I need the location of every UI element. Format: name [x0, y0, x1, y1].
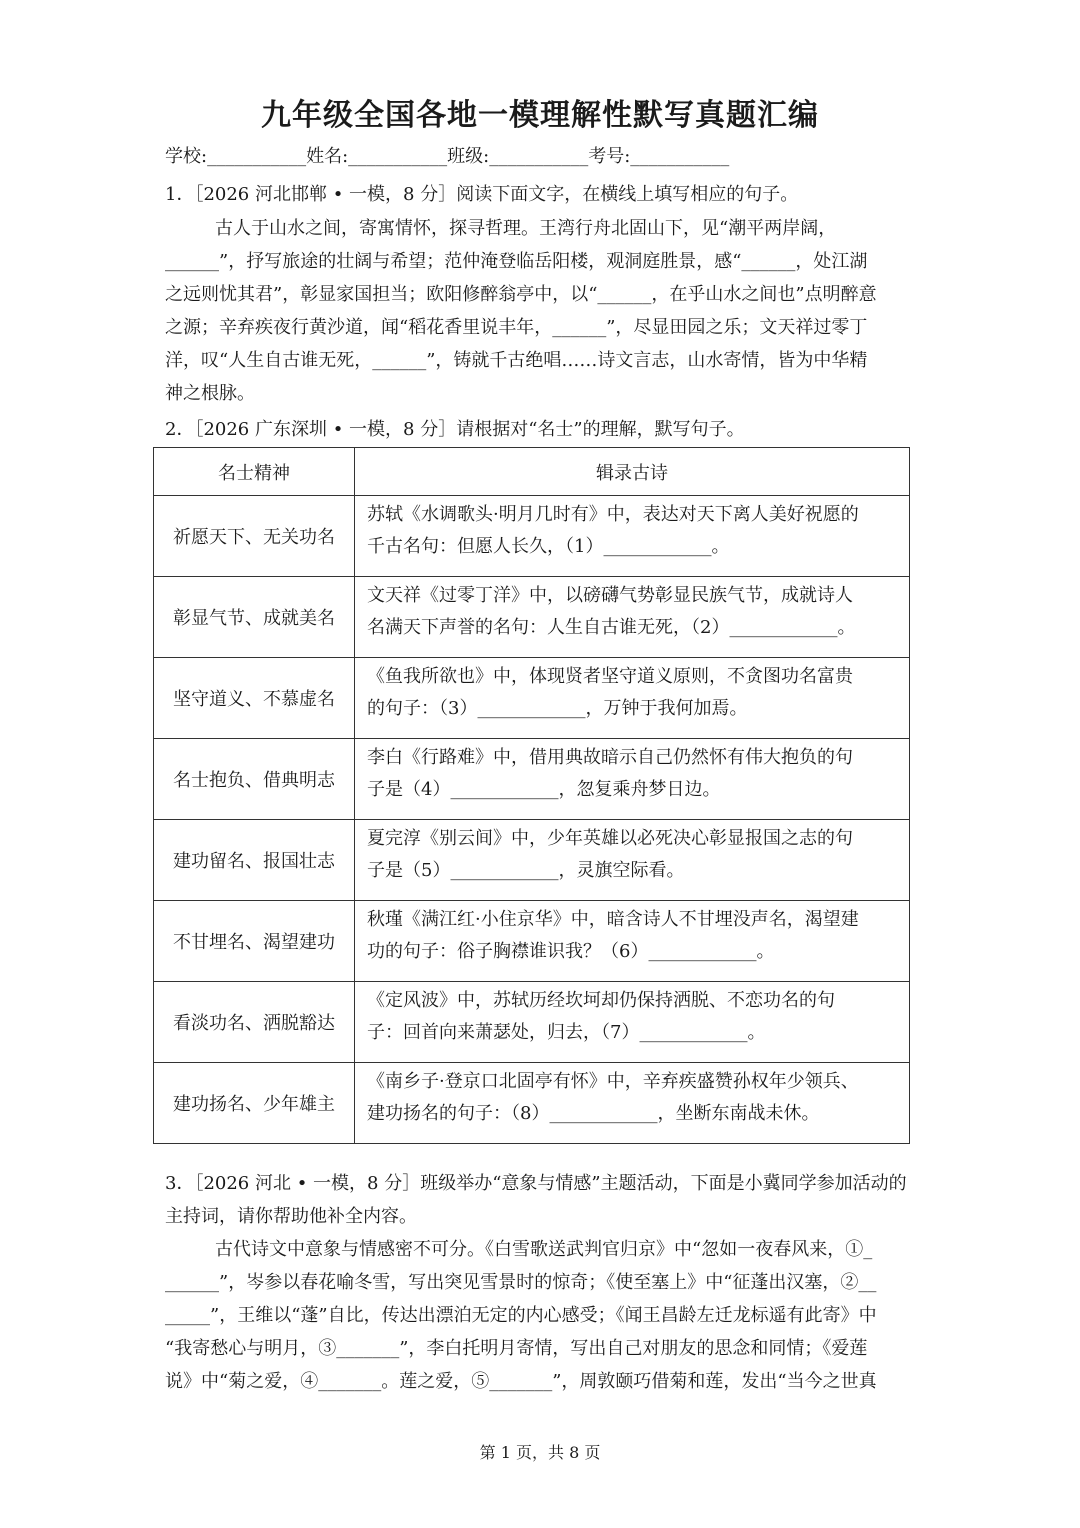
table-row — [154, 982, 910, 1063]
passage-line: “我寄愁心与明月，③_______”，李白托明月寄情，写出自己对朋友的思念和同情；《爱莲 — [165, 1338, 868, 1359]
passage-line: 洋，叹“人生自古谁无死，______”，铸就千古绝唱……诗文言志，山水寄情，皆为中华精 — [165, 350, 868, 371]
passage-line: 神之根脉。 — [165, 383, 255, 404]
table-row — [154, 739, 910, 820]
question-1-header: 1．［2026 河北邯郸 • 一模，8 分］阅读下面文字，在横线上填写相应的句子。 — [165, 184, 799, 205]
column-header-spirit: 名士精神 — [154, 448, 355, 496]
question-3-header — [165, 1167, 915, 1233]
spirit-cell: 看淡功名、洒脱豁达 — [154, 982, 355, 1063]
page-footer: 第 1 页，共 8 页 — [479, 1443, 601, 1462]
table-row — [154, 577, 910, 658]
column-header-poems: 辑录古诗 — [355, 448, 910, 496]
table-header-row — [154, 448, 910, 496]
table-row — [154, 496, 910, 577]
spirit-cell: 名士抱负、借典明志 — [154, 739, 355, 820]
poem-cell: 文天祥《过零丁洋》中，以磅礴气势彰显民族气节，成就诗人 名满天下声誉的名句：人生自古谁无死，（2）____________。 — [355, 577, 910, 658]
poetry-table — [153, 447, 910, 1144]
passage-line: 之远则忧其君”，彰显家国担当；欧阳修醉翁亭中，以“______，在乎山水之间也”点明醉意 — [165, 284, 877, 305]
passage-line: 古人于山水之间，寄寓情怀，探寻哲理。王湾行舟北固山下，见“潮平两岸阔， — [215, 218, 837, 239]
page-title: 九年级全国各地一模理解性默写真题汇编 — [261, 98, 819, 133]
question-3-header-line: 3．［2026 河北 • 一模，8 分］班级举办“意象与情感”主题活动，下面是小冀同学参加活动的 — [165, 1173, 907, 1194]
table-row — [154, 658, 910, 739]
table-row — [154, 820, 910, 901]
passage-line: 说》中“菊之爱，④_______。莲之爱，⑤_______”，周敦颐巧借菊和莲，发出“当今之世真 — [165, 1371, 877, 1392]
poem-cell: 李白《行路难》中，借用典故暗示自己仍然怀有伟大抱负的句 子是（4）____________，忽复乘舟梦日边。 — [355, 739, 910, 820]
question-1-passage — [165, 212, 915, 410]
passage-line: ______”，抒写旅途的壮阔与希望；范仲淹登临岳阳楼，观洞庭胜景，感“______，处江湖 — [165, 251, 868, 272]
spirit-cell: 彰显气节、成就美名 — [154, 577, 355, 658]
poem-cell: 秋瑾《满江红·小住京华》中，暗含诗人不甘埋没声名，渴望建 功的句子：俗子胸襟谁识我？（6）____________。 — [355, 901, 910, 982]
table-row — [154, 1063, 910, 1144]
spirit-cell: 建功留名、报国壮志 — [154, 820, 355, 901]
poem-cell: 苏轼《水调歌头·明月几时有》中，表达对天下离人美好祝愿的 千古名句：但愿人长久，（1）____________。 — [355, 496, 910, 577]
question-3-header-line: 主持词，请你帮助他补全内容。 — [165, 1206, 417, 1227]
poem-cell: 《定风波》中，苏轼历经坎坷却仍保持洒脱、不恋功名的句 子：回首向来萧瑟处，归去，（7）____________。 — [355, 982, 910, 1063]
table-row — [154, 901, 910, 982]
passage-line: 之源；辛弃疾夜行黄沙道，闻“稻花香里说丰年，______”，尽显田园之乐；文天祥过零丁 — [165, 317, 868, 338]
spirit-cell: 不甘埋名、渴望建功 — [154, 901, 355, 982]
spirit-cell: 祈愿天下、无关功名 — [154, 496, 355, 577]
question-2-header: 2．［2026 广东深圳 • 一模，8 分］请根据对“名士”的理解，默写句子。 — [165, 419, 745, 440]
poem-cell: 《南乡子·登京口北固亭有怀》中，辛弃疾盛赞孙权年少领兵、 建功扬名的句子：（8）____________，坐断东南战未休。 — [355, 1063, 910, 1144]
spirit-cell: 建功扬名、少年雄主 — [154, 1063, 355, 1144]
passage-line: 古代诗文中意象与情感密不可分。《白雪歌送武判官归京》中“忽如一夜春风来，①_ — [215, 1239, 873, 1260]
poem-cell: 《鱼我所欲也》中，体现贤者坚守道义原则，不贪图功名富贵 的句子：（3）____________，万钟于我何加焉。 — [355, 658, 910, 739]
poem-cell: 夏完淳《别云间》中，少年英雄以必死决心彰显报国之志的句 子是（5）____________，灵旗空际看。 — [355, 820, 910, 901]
passage-line: _____”，王维以“蓬”自比，传达出漂泊无定的内心感受；《闻王昌龄左迁龙标遥有此寄》中 — [165, 1305, 877, 1326]
passage-line: ______”，岑参以春花喻冬雪，写出突见雪景时的惊奇；《使至塞上》中“征蓬出汉塞，②__ — [165, 1272, 877, 1293]
spirit-cell: 坚守道义、不慕虚名 — [154, 658, 355, 739]
student-info-line: 学校:___________姓名:___________班级:___________考号:___________ — [165, 146, 730, 167]
question-3-passage — [165, 1233, 915, 1398]
